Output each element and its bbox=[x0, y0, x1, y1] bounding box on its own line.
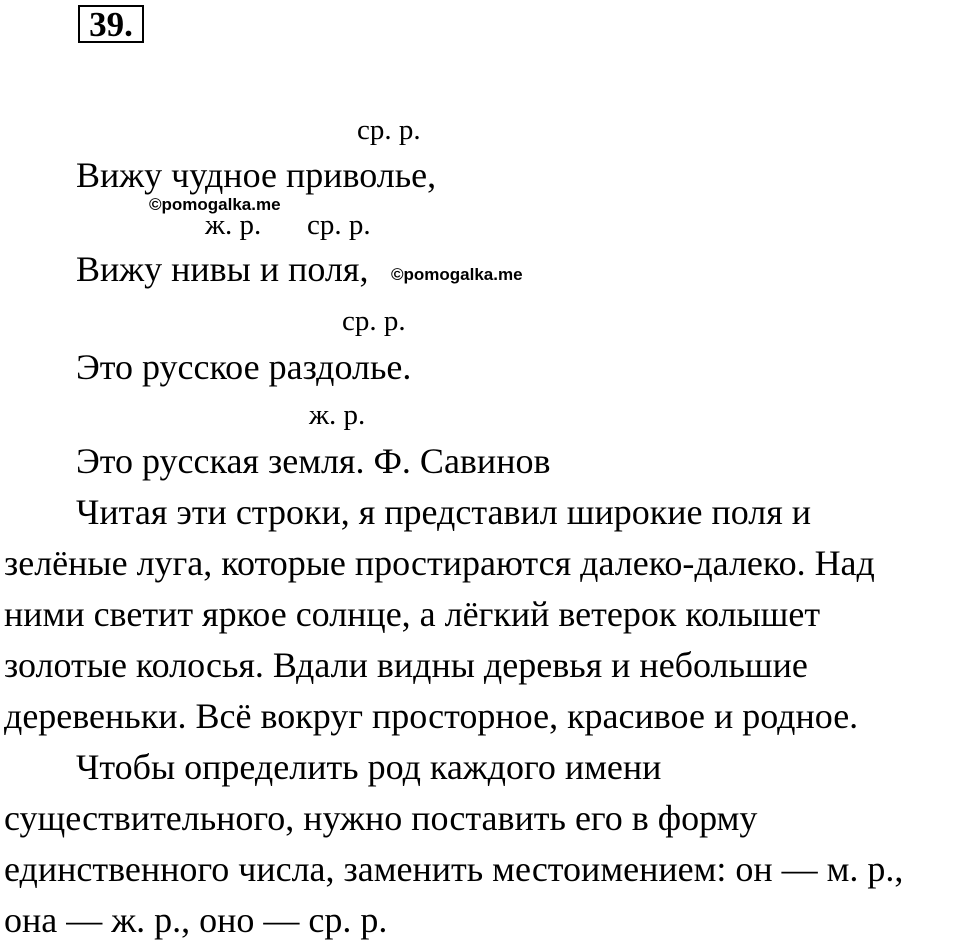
paragraph-line: Чтобы определить род каждого имени bbox=[76, 747, 662, 787]
gender-annotation: ж. р. bbox=[205, 209, 262, 241]
gender-annotation: ж. р. bbox=[309, 399, 366, 431]
poem-line: Это русское раздолье. bbox=[76, 347, 412, 387]
poem-line: Это русская земля. Ф. Савинов bbox=[76, 441, 551, 481]
paragraph-line: деревеньки. Всё вокруг просторное, красивое и родное. bbox=[4, 696, 859, 736]
paragraph-line: единственного числа, заменить местоимением: он — м. р., bbox=[4, 849, 904, 889]
paragraph-line: золотые колосья. Вдали видны деревья и небольшие bbox=[4, 645, 808, 685]
poem-line: Вижу нивы и поля, bbox=[76, 249, 369, 289]
paragraph-line: зелёные луга, которые простираются далеко-далеко. Над bbox=[4, 543, 875, 583]
watermark: ©pomogalka.me bbox=[391, 265, 523, 284]
gender-annotation: ср. р. bbox=[307, 209, 371, 241]
poem-line: Вижу чудное приволье, bbox=[76, 155, 437, 195]
gender-annotation: ср. р. bbox=[342, 305, 406, 337]
paragraph-line: Читая эти строки, я представил широкие поля и bbox=[76, 492, 812, 532]
watermark: ©pomogalka.me bbox=[149, 195, 281, 214]
paragraph-line: ними светит яркое солнце, а лёгкий ветерок колышет bbox=[4, 594, 821, 634]
paragraph-line: существительного, нужно поставить его в форму bbox=[4, 798, 758, 838]
paragraph-line: она — ж. р., оно — ср. р. bbox=[4, 900, 388, 940]
task-number: 39. bbox=[78, 5, 144, 43]
gender-annotation: ср. р. bbox=[357, 114, 421, 146]
